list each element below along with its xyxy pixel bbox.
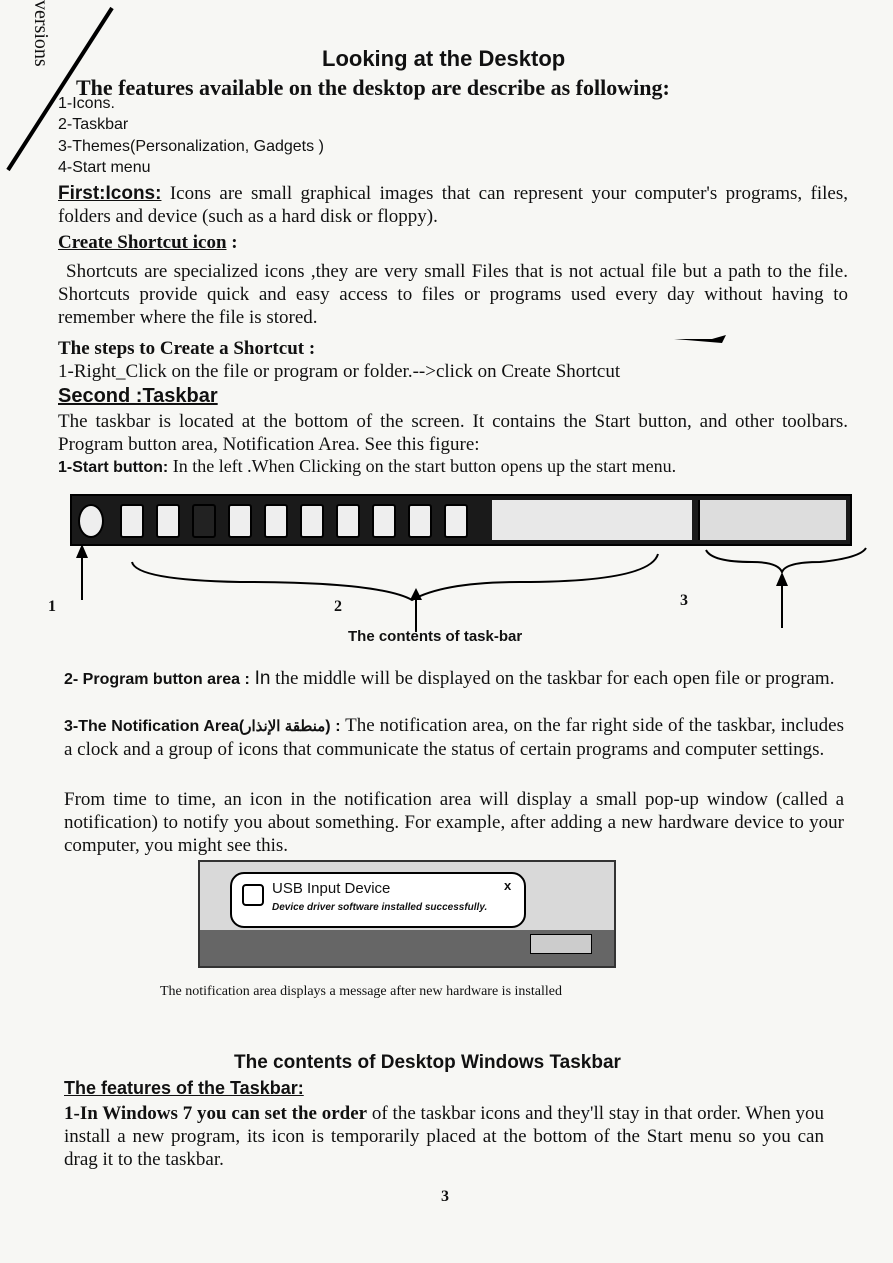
program-area-text: the middle will be displayed on the taskbar for each open file or program. [275, 668, 835, 689]
icons-text: Icons are small graphical images that can represent your computer's programs, files, folders and device (such as a hard disk or floppy). [58, 183, 848, 227]
taskbar-heading: Second :Taskbar [58, 385, 218, 407]
figure-label: 1 [48, 598, 56, 615]
start-button-label: 1-Start button: [58, 459, 169, 476]
program-icon [156, 504, 180, 538]
program-icon [192, 504, 216, 538]
contents-title: The contents of Desktop Windows Taskbar [234, 1052, 621, 1073]
program-icon [120, 504, 144, 538]
shortcut-heading: Create Shortcut icon [58, 232, 227, 253]
notification-balloon [230, 872, 526, 928]
notification-text-2: From time to time, an icon in the notification area will display a small pop-up window (called a notification) to notify you about something. For example, after adding a new hardware device to your computer, you might see this. [64, 789, 844, 856]
program-icon [300, 504, 324, 538]
notification-text: The notification area, on the far right side of the taskbar, includes a clock and a group of icons that communicate the status of certain programs and computer settings. [64, 715, 844, 760]
taskbar-text-body: The taskbar is located at the bottom of the screen. It contains the Start button, and other toolbars. Program button area, Notification Area. See this figure: [58, 411, 848, 455]
empty-taskbar-area [492, 500, 692, 540]
page-title: Looking at the Desktop [322, 46, 566, 71]
shortcut-text [58, 260, 848, 329]
figure-annotations [40, 540, 880, 640]
notification-paragraph-2 [64, 788, 844, 857]
contents-text: of the taskbar icons and they'll stay in that order. When you install a new program, its icon is temporarily placed at the bottom of the Start menu so you can drag it to the taskbar. [64, 1103, 825, 1170]
program-icon [228, 504, 252, 538]
notification-tray [698, 500, 846, 540]
contents-subheading: The features of the Taskbar: [64, 1078, 304, 1098]
notification-label: 3-The Notification Area( [64, 718, 245, 735]
figure-caption: The contents of task-bar [348, 628, 523, 645]
start-button-line [58, 456, 676, 477]
feature-item: 2-Taskbar [58, 116, 129, 133]
usb-device-icon [242, 884, 264, 906]
program-area-paragraph [64, 667, 844, 691]
step-1: 1-Right_Click on the file or program or folder.-->click on Create Shortcut [58, 361, 621, 382]
program-icon [264, 504, 288, 538]
feature-item: 1-Icons. [58, 95, 115, 112]
program-area-label: 2- Program button area : [64, 671, 250, 688]
margin-text: versions [30, 0, 52, 67]
taskbar-text [58, 410, 848, 456]
shortcut-heading-colon: : [231, 232, 238, 253]
shortcut-heading-line [58, 232, 238, 254]
program-icon [408, 504, 432, 538]
start-button-text: In the left .When Clicking on the start button opens up the start menu. [172, 456, 677, 476]
tray-icons [530, 934, 592, 954]
notification-figure [198, 860, 616, 968]
contents-lead: 1-In Windows 7 you can set the order [64, 1103, 368, 1124]
notification-arabic: منطقة الإنذار [244, 718, 326, 735]
figure-label: 2 [334, 598, 342, 615]
taskbar-figure [70, 494, 852, 546]
figure-label: 3 [680, 592, 688, 609]
program-icon [372, 504, 396, 538]
intro-heading: The features available on the desktop are describe as following: [76, 75, 670, 100]
notification-label-end: ) : [325, 718, 341, 735]
shortcut-text-body: Shortcuts are specialized icons ,they are very small Files that is not actual file but a path to the file. Shortcuts provide quick and easy access to files or programs used every day without having to remember where the file is stored. [58, 261, 848, 328]
contents-paragraph [64, 1102, 824, 1171]
program-area-lead: In [254, 668, 271, 689]
program-icon [336, 504, 360, 538]
program-icon [444, 504, 468, 538]
popup-text: Device driver software installed successfully. [272, 902, 488, 913]
feature-item: 4-Start menu [58, 159, 151, 176]
page-number: 3 [441, 1188, 449, 1205]
notification-paragraph [64, 714, 844, 761]
popup-title: USB Input Device [272, 880, 391, 897]
steps-heading: The steps to Create a Shortcut : [58, 338, 316, 359]
icons-paragraph [58, 182, 848, 228]
feature-item: 3-Themes(Personalization, Gadgets ) [58, 138, 324, 155]
start-orb-icon [78, 504, 104, 538]
arrow-scribble [672, 332, 728, 346]
notification-caption: The notification area displays a message after new hardware is installed [160, 984, 562, 999]
close-icon[interactable]: x [504, 878, 512, 893]
icons-heading: First:Icons: [58, 183, 162, 204]
